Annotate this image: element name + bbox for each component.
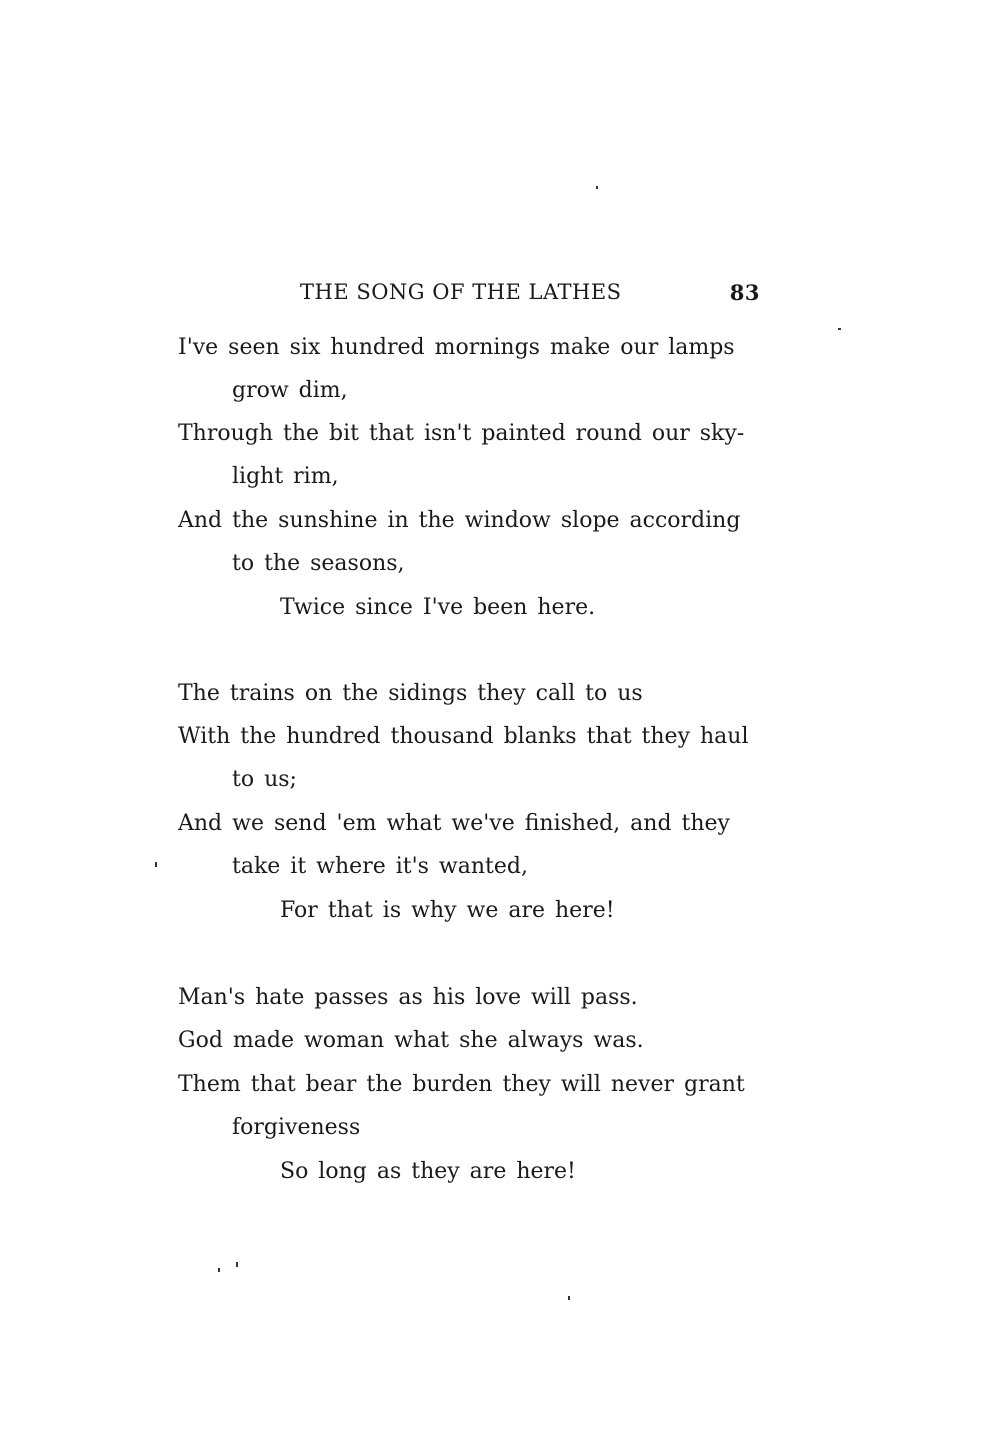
scan-speck — [596, 186, 598, 189]
poem-line: to the seasons, — [232, 551, 405, 576]
running-title: THE SONG OF THE LATHES — [300, 280, 622, 304]
scan-speck — [568, 1296, 570, 1300]
poem-line: With the hundred thousand blanks that they haul — [178, 724, 749, 749]
poem-line: to us; — [232, 767, 297, 792]
poem-line: take it where it's wanted, — [232, 854, 528, 879]
scan-speck — [218, 1268, 220, 1272]
poem-refrain: For that is why we are here! — [280, 898, 615, 923]
poem-line: light rim, — [232, 464, 339, 489]
poem-refrain: Twice since I've been here. — [280, 595, 596, 620]
page-header — [300, 280, 760, 310]
poem-line: Man's hate passes as his love will pass. — [178, 985, 638, 1010]
poem-line: Through the bit that isn't painted round our sky- — [178, 421, 745, 446]
poem-line: God made woman what she always was. — [178, 1028, 644, 1053]
page-number: 83 — [729, 280, 760, 305]
poem-line: The trains on the sidings they call to us — [178, 681, 643, 706]
poem-line: I've seen six hundred mornings make our lamps — [178, 335, 735, 360]
scan-speck — [236, 1262, 238, 1267]
poem-line: And we send 'em what we've finished, and they — [178, 811, 730, 836]
poem-line: Them that bear the burden they will never grant — [178, 1072, 745, 1097]
poem-line: grow dim, — [232, 378, 348, 403]
scan-speck — [838, 328, 841, 330]
scan-speck — [155, 862, 157, 867]
poem-line: forgiveness — [232, 1115, 361, 1140]
poem-refrain: So long as they are here! — [280, 1159, 576, 1184]
poem-line: And the sunshine in the window slope according — [178, 508, 741, 533]
